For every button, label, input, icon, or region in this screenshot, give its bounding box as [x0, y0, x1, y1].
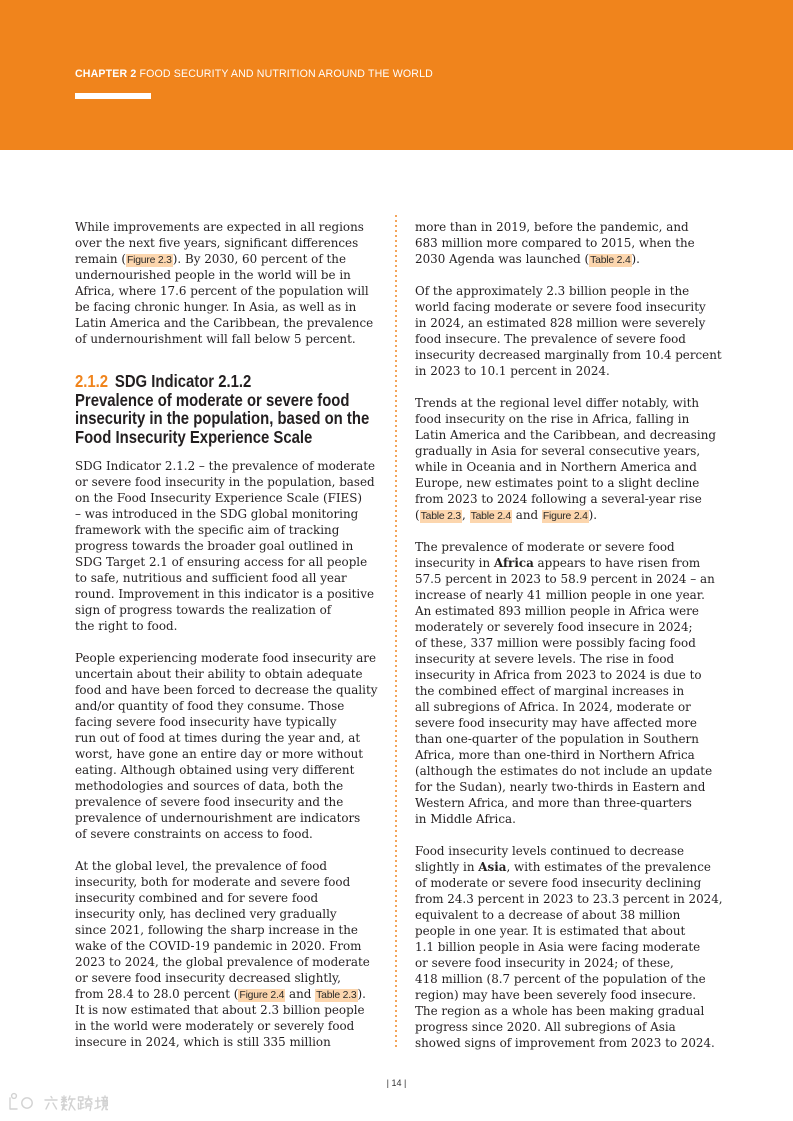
text-line: [415, 987, 725, 1003]
text-run: While improvements are expected in all regions: [75, 220, 364, 234]
text-line: [75, 794, 385, 810]
table-2-4-link[interactable]: Table 2.4: [590, 255, 631, 266]
text-line: [415, 411, 725, 427]
text-run: The prevalence of moderate or severe food: [415, 540, 675, 554]
text-line: [415, 347, 725, 363]
text-line: [415, 475, 725, 491]
text-run: from 24.3 percent in 2023 to 23.3 percent in 2024,: [415, 892, 723, 906]
text-line: [75, 283, 385, 299]
text-line: [75, 267, 385, 283]
text-run: 683 million more compared to 2015, when the: [415, 236, 695, 250]
paragraph: [415, 219, 725, 267]
figure-2-4-link[interactable]: Figure 2.4: [239, 989, 285, 1001]
text-line: [415, 459, 725, 475]
text-line: [415, 1019, 725, 1035]
section-title: SDG Indicator 2.1.2: [114, 371, 252, 391]
text-run: people in one year. It is estimated that about: [415, 924, 686, 938]
text-run: facing severe food insecurity have typically: [75, 714, 337, 729]
text-run: sign of progress towards the realization of: [75, 602, 332, 617]
column-divider: [395, 215, 397, 1047]
text-line: [415, 619, 725, 635]
text-run: 2030 Agenda was launched (: [415, 252, 590, 266]
text-run: It is now estimated that about 2.3 billion people: [75, 1002, 365, 1017]
watermark-logo: [6, 1090, 108, 1116]
text-run: ).: [588, 508, 598, 522]
text-line: [415, 699, 725, 715]
text-line: [75, 235, 385, 251]
text-run: run out of food at times during the year and, at: [75, 730, 361, 745]
text-line: [415, 747, 725, 763]
text-line: [75, 826, 385, 842]
text-run: showed signs of improvement from 2023 to 2024.: [415, 1036, 715, 1050]
text-line: [415, 955, 725, 971]
text-run: ).: [631, 252, 640, 266]
text-line: [75, 538, 385, 554]
text-run: 57.5 percent in 2023 to 58.9 percent in 2024 – an: [415, 572, 715, 586]
paragraph: [75, 458, 385, 634]
paragraph: [415, 843, 725, 1051]
text-line: [75, 986, 385, 1002]
text-line: [75, 938, 385, 954]
text-line: [415, 571, 725, 587]
text-line: [75, 682, 385, 698]
text-line: [415, 779, 725, 795]
text-run: , with estimates of the prevalence: [506, 860, 711, 874]
text-run: 2023 to 2024, the global prevalence of moderate: [75, 954, 370, 969]
emphasis-text: Asia: [478, 860, 507, 874]
text-run: At the global level, the prevalence of food: [75, 858, 328, 873]
text-line: [75, 1034, 385, 1050]
text-run: insecurity combined and for severe food: [75, 890, 319, 905]
text-line: [415, 395, 725, 411]
section-body-text: [75, 458, 385, 1050]
text-run: undernourished people in the world will be in: [75, 268, 351, 282]
text-line: [415, 1035, 725, 1051]
text-line: [415, 683, 725, 699]
text-line: [75, 730, 385, 746]
text-run: 1.1 billion people in Asia were facing moderate: [415, 940, 701, 954]
text-line: [75, 890, 385, 906]
text-line: [415, 859, 725, 875]
text-run: be facing chronic hunger. In Asia, as well as in: [75, 300, 357, 314]
text-run: food and have been forced to decrease the quality: [75, 682, 378, 697]
paragraph: [415, 395, 725, 523]
paragraph: [75, 219, 385, 347]
chapter-label: CHAPTER 2: [75, 68, 137, 80]
text-run: all subregions of Africa. In 2024, moderate or: [415, 700, 691, 714]
text-run: round. Improvement in this indicator is a positive: [75, 586, 374, 601]
text-run: from 2023 to 2024 following a several-year rise: [415, 492, 702, 506]
text-run: and: [511, 508, 542, 522]
text-run: (: [415, 508, 420, 522]
text-line: [75, 874, 385, 890]
text-run: of these, 337 million were possibly facing food: [415, 636, 696, 650]
text-line: [75, 522, 385, 538]
watermark-icon: [10, 1094, 32, 1109]
text-run: food insecurity on the rise in Africa, falling in: [415, 412, 690, 426]
text-line: [75, 219, 385, 235]
paragraph: [415, 539, 725, 827]
text-line: [415, 555, 725, 571]
text-line: [415, 427, 725, 443]
emphasis-text: Africa: [493, 556, 534, 570]
text-run: for the Sudan), nearly two-thirds in Eastern and: [415, 780, 706, 794]
text-run: Trends at the regional level differ notably, with: [415, 396, 700, 410]
text-run: moderately or severely food insecure in 2024;: [415, 620, 693, 634]
text-run: of undernourishment will fall below 5 percent.: [75, 332, 356, 346]
text-line: [415, 875, 725, 891]
text-run: uncertain about their ability to obtain adequate: [75, 666, 363, 681]
text-run: Latin America and the Caribbean, the prevalence: [75, 316, 374, 330]
text-line: [75, 618, 385, 634]
page-number: | 14 |: [386, 1078, 407, 1088]
text-run: – was introduced in the SDG global monitoring: [75, 506, 359, 521]
text-line: [75, 1002, 385, 1018]
text-run: An estimated 893 million people in Africa were: [415, 604, 699, 618]
text-line: [75, 554, 385, 570]
text-line: [75, 251, 385, 267]
text-line: [75, 490, 385, 506]
figure-2-4-link[interactable]: Figure 2.4: [542, 511, 588, 522]
text-run: of moderate or severe food insecurity declining: [415, 876, 702, 890]
text-run: ).: [357, 986, 366, 1001]
text-run: from 28.4 to 28.0 percent (: [75, 986, 239, 1001]
text-line: [75, 602, 385, 618]
text-line: [415, 971, 725, 987]
text-line: [75, 858, 385, 874]
text-line: [75, 746, 385, 762]
text-line: [415, 907, 725, 923]
text-line: [415, 843, 725, 859]
table-2-4-link[interactable]: Table 2.4: [470, 511, 511, 522]
text-run: in 2023 to 10.1 percent in 2024.: [415, 364, 610, 378]
watermark-glyph: [62, 1096, 76, 1110]
text-line: [75, 650, 385, 666]
text-line: [415, 219, 725, 235]
paragraph: [415, 283, 725, 379]
text-line: [415, 651, 725, 667]
text-line: [75, 1018, 385, 1034]
text-line: [415, 331, 725, 347]
text-run: Food insecurity levels continued to decrease: [415, 844, 685, 858]
text-line: [75, 666, 385, 682]
text-line: [415, 587, 725, 603]
text-line: [415, 923, 725, 939]
text-line: [75, 906, 385, 922]
text-line: [415, 283, 725, 299]
text-run: Africa, more than one-third in Northern Africa: [415, 748, 695, 762]
text-line: [75, 714, 385, 730]
text-line: [415, 507, 725, 523]
text-line: [75, 299, 385, 315]
text-run: to safe, nutritious and sufficient food all year: [75, 570, 347, 585]
text-run: while in Oceania and in Northern America and: [415, 460, 697, 474]
text-run: insecurity in Africa from 2023 to 2024 is due to: [415, 668, 702, 682]
left-column: [75, 219, 385, 1050]
text-run: of severe constraints on access to food.: [75, 826, 313, 841]
text-run: severe food insecurity may have affected more: [415, 716, 697, 730]
text-line: [415, 539, 725, 555]
text-run: insecurity, both for moderate and severe food: [75, 874, 351, 889]
text-run: Africa, where 17.6 percent of the population will: [75, 284, 369, 298]
text-run: methodologies and sources of data, both the: [75, 778, 344, 793]
text-run: the combined effect of marginal increases in: [415, 684, 685, 698]
text-line: [415, 795, 725, 811]
text-run: or severe food insecurity decreased slightly,: [75, 970, 341, 985]
text-line: [75, 970, 385, 986]
text-run: insecurity at severe levels. The rise in food: [415, 652, 675, 666]
text-run: Of the approximately 2.3 billion people in the: [415, 284, 690, 298]
text-run: Europe, new estimates point to a slight decline: [415, 476, 700, 490]
text-run: in Middle Africa.: [415, 812, 516, 826]
text-run: 418 million (8.7 percent of the population of the: [415, 972, 706, 986]
paragraph: [75, 858, 385, 1050]
text-line: [75, 922, 385, 938]
text-line: [415, 363, 725, 379]
text-run: gradually in Asia for several consecutive years,: [415, 444, 701, 458]
text-run: or severe food insecurity in 2024; of these,: [415, 956, 674, 970]
text-line: [75, 315, 385, 331]
section-subtitle-line: insecurity in the population, based on the: [75, 408, 370, 429]
text-run: in the world were moderately or severely food: [75, 1018, 355, 1033]
text-run: slightly in: [415, 860, 479, 874]
text-run: ,: [462, 508, 470, 522]
text-run: appears to have risen from: [533, 556, 701, 570]
text-run: over the next five years, significant differences: [75, 236, 359, 250]
text-line: [75, 586, 385, 602]
text-line: [415, 603, 725, 619]
table-2-3-link[interactable]: Table 2.3: [316, 989, 357, 1001]
section-heading-line: [75, 372, 339, 391]
text-line: [75, 506, 385, 522]
watermark-glyph: [79, 1096, 93, 1111]
text-run: progress since 2020. All subregions of Asia: [415, 1020, 676, 1034]
text-run: insecurity in: [415, 556, 494, 570]
text-run: food insecure. The prevalence of severe food: [415, 332, 686, 346]
text-line: [75, 778, 385, 794]
text-line: [415, 731, 725, 747]
section-subtitle-line: Prevalence of moderate or severe food: [75, 389, 350, 410]
text-run: Western Africa, and more than three-quarters: [415, 796, 692, 810]
text-run: insecure in 2024, which is still 335 million: [75, 1034, 331, 1049]
text-run: eating. Although obtained using very different: [75, 762, 355, 777]
section-heading: [75, 372, 385, 446]
text-run: progress towards the broader goal outlined in: [75, 538, 354, 553]
text-line: [75, 331, 385, 347]
text-run: insecurity only, has declined very gradually: [75, 906, 337, 921]
section-number: 2.1.2: [75, 371, 109, 391]
text-run: (although the estimates do not include an update: [415, 764, 713, 778]
text-run: than one-quarter of the population in Southern: [415, 732, 699, 746]
text-run: insecurity decreased marginally from 10.4 percent: [415, 348, 722, 362]
text-line: [415, 715, 725, 731]
text-line: [415, 1003, 725, 1019]
section-subtitle-line: Food Insecurity Experience Scale: [75, 426, 313, 447]
text-run: SDG Indicator 2.1.2 – the prevalence of moderate: [75, 458, 376, 473]
text-run: worst, have gone an entire day or more without: [75, 746, 364, 761]
text-run: since 2021, following the sharp increase in the: [75, 922, 358, 937]
text-line: [75, 458, 385, 474]
header-accent-bar: [75, 93, 151, 99]
text-run: People experiencing moderate food insecurity are: [75, 650, 377, 665]
text-line: [75, 570, 385, 586]
text-line: [415, 443, 725, 459]
text-run: prevalence of undernourishment are indicators: [75, 810, 361, 825]
text-run: equivalent to a decrease of about 38 million: [415, 908, 681, 922]
text-line: [415, 891, 725, 907]
text-run: Latin America and the Caribbean, and decreasing: [415, 428, 716, 442]
text-line: [75, 474, 385, 490]
text-line: [415, 235, 725, 251]
text-line: [415, 811, 725, 827]
chapter-title: FOOD SECURITY AND NUTRITION AROUND THE WORLD: [139, 68, 433, 80]
text-line: [415, 667, 725, 683]
table-2-3-link[interactable]: Table 2.3: [420, 511, 462, 522]
intro-text: [75, 219, 385, 347]
paragraph: [75, 650, 385, 842]
text-run: region) may have been severely food insecure.: [415, 988, 697, 1002]
text-run: the right to food.: [75, 618, 178, 633]
text-run: and/or quantity of food they consume. Those: [75, 698, 345, 713]
figure-2-3-link[interactable]: Figure 2.3: [126, 255, 172, 266]
text-line: [75, 762, 385, 778]
text-run: wake of the COVID-19 pandemic in 2020. From: [75, 938, 362, 953]
text-run: in 2024, an estimated 828 million were severely: [415, 316, 706, 330]
text-run: remain (: [75, 252, 126, 266]
chapter-header: [75, 67, 433, 81]
text-line: [75, 954, 385, 970]
text-run: prevalence of severe food insecurity and the: [75, 794, 344, 809]
text-run: The region as a whole has been making gradual: [415, 1004, 705, 1018]
text-run: framework with the specific aim of tracking: [75, 522, 340, 537]
text-line: [415, 939, 725, 955]
text-line: [415, 635, 725, 651]
text-line: [415, 491, 725, 507]
right-column: [415, 219, 725, 1051]
text-run: or severe food insecurity in the population, based: [75, 474, 375, 489]
text-line: [415, 251, 725, 267]
text-run: increase of nearly 41 million people in one year.: [415, 588, 705, 602]
text-line: [75, 810, 385, 826]
watermark-glyph: [95, 1096, 108, 1110]
text-line: [415, 299, 725, 315]
text-run: ). By 2030, 60 percent of the: [172, 252, 346, 266]
text-line: [415, 763, 725, 779]
text-run: world facing moderate or severe food insecurity: [415, 300, 706, 314]
right-column-text: [415, 219, 725, 1051]
text-line: [75, 698, 385, 714]
text-run: and: [285, 986, 316, 1001]
text-run: on the Food Insecurity Experience Scale (FIES): [75, 490, 362, 505]
watermark-glyph: [45, 1097, 57, 1110]
text-run: more than in 2019, before the pandemic, and: [415, 220, 689, 234]
text-line: [415, 315, 725, 331]
text-run: SDG Target 2.1 of ensuring access for all people: [75, 554, 368, 569]
